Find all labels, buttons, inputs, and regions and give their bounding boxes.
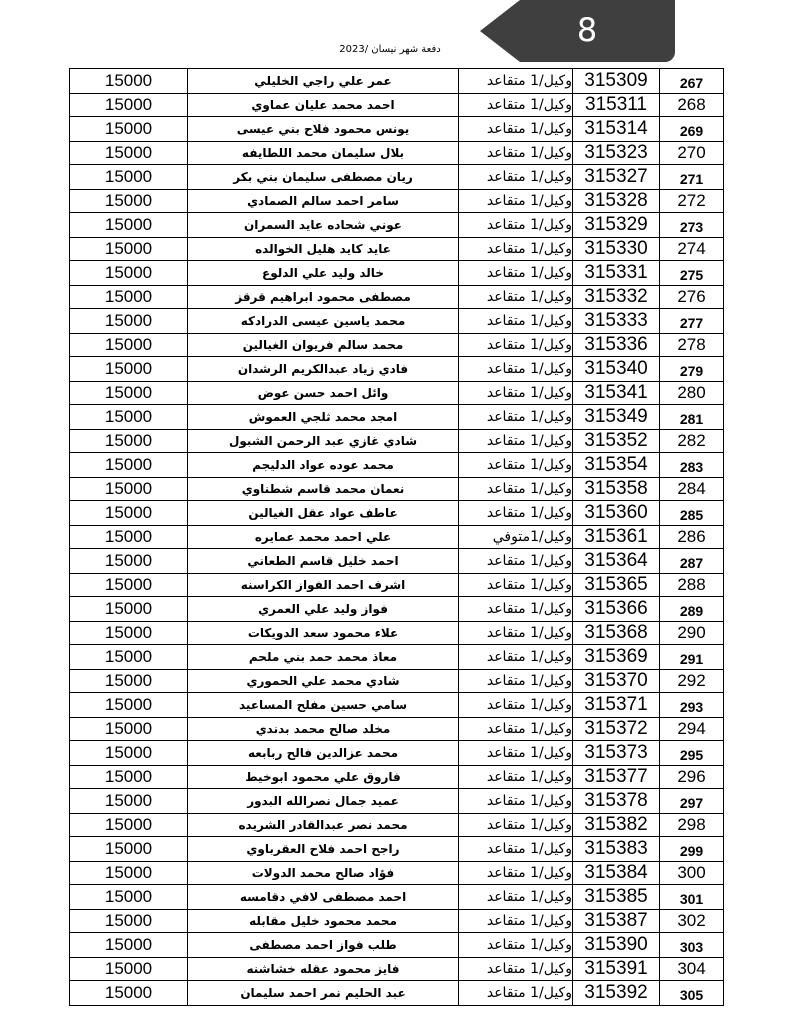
- seq-cell: 299: [660, 837, 724, 862]
- seq-cell: 298: [660, 814, 724, 837]
- table-row: [70, 597, 724, 622]
- status-cell: وكيل/1 متقاعد: [459, 453, 573, 478]
- amount-cell: 15000: [70, 357, 188, 382]
- seq-cell: 287: [660, 549, 724, 574]
- name-cell: نعمان محمد قاسم شطناوي: [188, 478, 459, 501]
- name-cell: مخلد صالح محمد بدندي: [188, 718, 459, 741]
- status-cell: وكيل/1 متقاعد: [459, 213, 573, 238]
- name-cell: سامي حسين مفلح المساعيد: [188, 693, 459, 718]
- name-cell: عاطف عواد عقل الغيالين: [188, 501, 459, 526]
- name-cell: احمد مصطفى لافي دقامسه: [188, 885, 459, 910]
- amount-cell: 15000: [70, 933, 188, 958]
- seq-cell: 270: [660, 142, 724, 165]
- amount-cell: 15000: [70, 622, 188, 645]
- status-cell: وكيل/1 متقاعد: [459, 670, 573, 693]
- amount-cell: 15000: [70, 238, 188, 261]
- name-cell: خالد وليد علي الدلوع: [188, 261, 459, 286]
- status-cell: وكيل/1 متقاعد: [459, 478, 573, 501]
- amount-cell: 15000: [70, 597, 188, 622]
- seq-cell: 278: [660, 334, 724, 357]
- status-cell: وكيل/1 متقاعد: [459, 357, 573, 382]
- seq-cell: 269: [660, 117, 724, 142]
- name-cell: وائل احمد حسن عوض: [188, 382, 459, 405]
- roster-table: [69, 68, 724, 1006]
- id-cell: 315373: [573, 741, 660, 766]
- name-cell: معاذ محمد حمد بني ملحم: [188, 645, 459, 670]
- name-cell: مصطفى محمود ابراهيم قرقز: [188, 286, 459, 309]
- name-cell: يونس محمود فلاح بني عيسى: [188, 117, 459, 142]
- table-row: [70, 165, 724, 190]
- seq-cell: 290: [660, 622, 724, 645]
- seq-cell: 279: [660, 357, 724, 382]
- status-cell: وكيل/1 متقاعد: [459, 910, 573, 933]
- roster-body: [70, 69, 724, 1006]
- status-cell: وكيل/1متوفي: [459, 526, 573, 549]
- page-subtitle: دفعة شهر نيسان /2023: [339, 44, 441, 55]
- table-row: [70, 862, 724, 885]
- id-cell: 315377: [573, 766, 660, 789]
- table-row: [70, 117, 724, 142]
- table-row: [70, 933, 724, 958]
- seq-cell: 303: [660, 933, 724, 958]
- amount-cell: 15000: [70, 430, 188, 453]
- amount-cell: 15000: [70, 862, 188, 885]
- page-number: 8: [576, 11, 598, 49]
- amount-cell: 15000: [70, 501, 188, 526]
- seq-cell: 286: [660, 526, 724, 549]
- table-row: [70, 453, 724, 478]
- amount-cell: 15000: [70, 261, 188, 286]
- seq-cell: 276: [660, 286, 724, 309]
- seq-cell: 277: [660, 309, 724, 334]
- status-cell: وكيل/1 متقاعد: [459, 837, 573, 862]
- table-row: [70, 334, 724, 357]
- name-cell: محمد ياسين عيسى الدرادكه: [188, 309, 459, 334]
- id-cell: 315352: [573, 430, 660, 453]
- table-row: [70, 357, 724, 382]
- id-cell: 315314: [573, 117, 660, 142]
- seq-cell: 282: [660, 430, 724, 453]
- amount-cell: 15000: [70, 117, 188, 142]
- id-cell: 315330: [573, 238, 660, 261]
- seq-cell: 271: [660, 165, 724, 190]
- status-cell: وكيل/1 متقاعد: [459, 549, 573, 574]
- name-cell: محمد سالم فريوان الغيالين: [188, 334, 459, 357]
- amount-cell: 15000: [70, 142, 188, 165]
- name-cell: فواز وليد علي العمري: [188, 597, 459, 622]
- name-cell: فادي زياد عبدالكريم الرشدان: [188, 357, 459, 382]
- status-cell: وكيل/1 متقاعد: [459, 693, 573, 718]
- seq-cell: 302: [660, 910, 724, 933]
- table-row: [70, 789, 724, 814]
- name-cell: راجح احمد فلاح العقرباوي: [188, 837, 459, 862]
- amount-cell: 15000: [70, 334, 188, 357]
- table-row: [70, 286, 724, 309]
- id-cell: 315364: [573, 549, 660, 574]
- id-cell: 315340: [573, 357, 660, 382]
- id-cell: 315384: [573, 862, 660, 885]
- amount-cell: 15000: [70, 382, 188, 405]
- amount-cell: 15000: [70, 165, 188, 190]
- status-cell: وكيل/1 متقاعد: [459, 718, 573, 741]
- table-row: [70, 69, 724, 94]
- amount-cell: 15000: [70, 213, 188, 238]
- seq-cell: 297: [660, 789, 724, 814]
- id-cell: 315366: [573, 597, 660, 622]
- amount-cell: 15000: [70, 814, 188, 837]
- seq-cell: 280: [660, 382, 724, 405]
- name-cell: فايز محمود عقله خشاشنه: [188, 958, 459, 981]
- name-cell: عايد كايد هليل الخوالده: [188, 238, 459, 261]
- seq-cell: 274: [660, 238, 724, 261]
- seq-cell: 304: [660, 958, 724, 981]
- status-cell: وكيل/1 متقاعد: [459, 958, 573, 981]
- table-row: [70, 741, 724, 766]
- name-cell: عوني شحاده عايد السمران: [188, 213, 459, 238]
- name-cell: سامر احمد سالم الصمادي: [188, 190, 459, 213]
- id-cell: 315354: [573, 453, 660, 478]
- table-row: [70, 501, 724, 526]
- seq-cell: 296: [660, 766, 724, 789]
- seq-cell: 292: [660, 670, 724, 693]
- amount-cell: 15000: [70, 670, 188, 693]
- status-cell: وكيل/1 متقاعد: [459, 501, 573, 526]
- amount-cell: 15000: [70, 574, 188, 597]
- seq-cell: 288: [660, 574, 724, 597]
- status-cell: وكيل/1 متقاعد: [459, 814, 573, 837]
- seq-cell: 295: [660, 741, 724, 766]
- amount-cell: 15000: [70, 958, 188, 981]
- id-cell: 315323: [573, 142, 660, 165]
- id-cell: 315378: [573, 789, 660, 814]
- id-cell: 315360: [573, 501, 660, 526]
- id-cell: 315329: [573, 213, 660, 238]
- amount-cell: 15000: [70, 885, 188, 910]
- table-row: [70, 309, 724, 334]
- table-row: [70, 981, 724, 1006]
- table-row: [70, 693, 724, 718]
- name-cell: ريان مصطفى سليمان بني بكر: [188, 165, 459, 190]
- table-row: [70, 718, 724, 741]
- seq-cell: 294: [660, 718, 724, 741]
- name-cell: احمد خليل قاسم الطعاني: [188, 549, 459, 574]
- id-cell: 315331: [573, 261, 660, 286]
- amount-cell: 15000: [70, 741, 188, 766]
- name-cell: احمد محمد عليان عماوي: [188, 94, 459, 117]
- id-cell: 315383: [573, 837, 660, 862]
- amount-cell: 15000: [70, 190, 188, 213]
- seq-cell: 293: [660, 693, 724, 718]
- status-cell: وكيل/1 متقاعد: [459, 190, 573, 213]
- name-cell: محمد عزالدين فالح ربابعه: [188, 741, 459, 766]
- name-cell: محمد محمود خليل مقابله: [188, 910, 459, 933]
- status-cell: وكيل/1 متقاعد: [459, 94, 573, 117]
- status-cell: وكيل/1 متقاعد: [459, 430, 573, 453]
- table-row: [70, 94, 724, 117]
- table-row: [70, 430, 724, 453]
- amount-cell: 15000: [70, 453, 188, 478]
- table-row: [70, 382, 724, 405]
- amount-cell: 15000: [70, 94, 188, 117]
- seq-cell: 285: [660, 501, 724, 526]
- id-cell: 315369: [573, 645, 660, 670]
- amount-cell: 15000: [70, 69, 188, 94]
- amount-cell: 15000: [70, 405, 188, 430]
- amount-cell: 15000: [70, 286, 188, 309]
- status-cell: وكيل/1 متقاعد: [459, 405, 573, 430]
- id-cell: 315336: [573, 334, 660, 357]
- id-cell: 315387: [573, 910, 660, 933]
- name-cell: عمر علي راجي الخليلي: [188, 69, 459, 94]
- id-cell: 315311: [573, 94, 660, 117]
- table-row: [70, 190, 724, 213]
- name-cell: عميد جمال نصرالله البدور: [188, 789, 459, 814]
- name-cell: عبد الحليم نمر احمد سليمان: [188, 981, 459, 1006]
- id-cell: 315390: [573, 933, 660, 958]
- id-cell: 315371: [573, 693, 660, 718]
- seq-cell: 272: [660, 190, 724, 213]
- amount-cell: 15000: [70, 837, 188, 862]
- id-cell: 315327: [573, 165, 660, 190]
- name-cell: علاء محمود سعد الدويكات: [188, 622, 459, 645]
- table-row: [70, 670, 724, 693]
- table-row: [70, 766, 724, 789]
- status-cell: وكيل/1 متقاعد: [459, 261, 573, 286]
- table-row: [70, 405, 724, 430]
- table-row: [70, 478, 724, 501]
- amount-cell: 15000: [70, 478, 188, 501]
- status-cell: وكيل/1 متقاعد: [459, 334, 573, 357]
- status-cell: وكيل/1 متقاعد: [459, 622, 573, 645]
- name-cell: طلب فواز احمد مصطفى: [188, 933, 459, 958]
- id-cell: 315372: [573, 718, 660, 741]
- seq-cell: 267: [660, 69, 724, 94]
- status-cell: وكيل/1 متقاعد: [459, 142, 573, 165]
- name-cell: اشرف احمد الفواز الكراسنه: [188, 574, 459, 597]
- status-cell: وكيل/1 متقاعد: [459, 597, 573, 622]
- status-cell: وكيل/1 متقاعد: [459, 933, 573, 958]
- id-cell: 315391: [573, 958, 660, 981]
- seq-cell: 275: [660, 261, 724, 286]
- seq-cell: 268: [660, 94, 724, 117]
- table-row: [70, 213, 724, 238]
- name-cell: علي احمد محمد عمايره: [188, 526, 459, 549]
- status-cell: وكيل/1 متقاعد: [459, 238, 573, 261]
- id-cell: 315358: [573, 478, 660, 501]
- status-cell: وكيل/1 متقاعد: [459, 789, 573, 814]
- id-cell: 315368: [573, 622, 660, 645]
- amount-cell: 15000: [70, 766, 188, 789]
- table-row: [70, 574, 724, 597]
- seq-cell: 300: [660, 862, 724, 885]
- seq-cell: 284: [660, 478, 724, 501]
- seq-cell: 283: [660, 453, 724, 478]
- amount-cell: 15000: [70, 981, 188, 1006]
- id-cell: 315333: [573, 309, 660, 334]
- status-cell: وكيل/1 متقاعد: [459, 574, 573, 597]
- status-cell: وكيل/1 متقاعد: [459, 981, 573, 1006]
- id-cell: 315385: [573, 885, 660, 910]
- name-cell: شادي محمد علي الحموري: [188, 670, 459, 693]
- amount-cell: 15000: [70, 910, 188, 933]
- name-cell: فاروق علي محمود ابوخيط: [188, 766, 459, 789]
- table-row: [70, 549, 724, 574]
- table-row: [70, 261, 724, 286]
- status-cell: وكيل/1 متقاعد: [459, 645, 573, 670]
- table-row: [70, 837, 724, 862]
- id-cell: 315370: [573, 670, 660, 693]
- amount-cell: 15000: [70, 718, 188, 741]
- seq-cell: 289: [660, 597, 724, 622]
- id-cell: 315365: [573, 574, 660, 597]
- amount-cell: 15000: [70, 693, 188, 718]
- table-row: [70, 645, 724, 670]
- amount-cell: 15000: [70, 645, 188, 670]
- table-row: [70, 238, 724, 261]
- id-cell: 315349: [573, 405, 660, 430]
- id-cell: 315361: [573, 526, 660, 549]
- status-cell: وكيل/1 متقاعد: [459, 286, 573, 309]
- status-cell: وكيل/1 متقاعد: [459, 69, 573, 94]
- id-cell: 315382: [573, 814, 660, 837]
- table-row: [70, 526, 724, 549]
- amount-cell: 15000: [70, 549, 188, 574]
- status-cell: وكيل/1 متقاعد: [459, 382, 573, 405]
- table-row: [70, 142, 724, 165]
- table-row: [70, 814, 724, 837]
- name-cell: شادي غازي عبد الرحمن الشبول: [188, 430, 459, 453]
- status-cell: وكيل/1 متقاعد: [459, 309, 573, 334]
- amount-cell: 15000: [70, 309, 188, 334]
- table-row: [70, 910, 724, 933]
- amount-cell: 15000: [70, 789, 188, 814]
- id-cell: 315309: [573, 69, 660, 94]
- name-cell: بلال سليمان محمد اللطايفه: [188, 142, 459, 165]
- name-cell: محمد عوده عواد الدليجم: [188, 453, 459, 478]
- seq-cell: 291: [660, 645, 724, 670]
- id-cell: 315392: [573, 981, 660, 1006]
- name-cell: فؤاد صالح محمد الدولات: [188, 862, 459, 885]
- status-cell: وكيل/1 متقاعد: [459, 165, 573, 190]
- id-cell: 315328: [573, 190, 660, 213]
- status-cell: وكيل/1 متقاعد: [459, 117, 573, 142]
- seq-cell: 301: [660, 885, 724, 910]
- table-row: [70, 958, 724, 981]
- status-cell: وكيل/1 متقاعد: [459, 885, 573, 910]
- seq-cell: 281: [660, 405, 724, 430]
- id-cell: 315341: [573, 382, 660, 405]
- table-row: [70, 622, 724, 645]
- name-cell: محمد نصر عبدالقادر الشريده: [188, 814, 459, 837]
- amount-cell: 15000: [70, 526, 188, 549]
- status-cell: وكيل/1 متقاعد: [459, 741, 573, 766]
- status-cell: وكيل/1 متقاعد: [459, 862, 573, 885]
- seq-cell: 305: [660, 981, 724, 1006]
- seq-cell: 273: [660, 213, 724, 238]
- status-cell: وكيل/1 متقاعد: [459, 766, 573, 789]
- table-row: [70, 885, 724, 910]
- id-cell: 315332: [573, 286, 660, 309]
- name-cell: امجد محمد ثلجي العموش: [188, 405, 459, 430]
